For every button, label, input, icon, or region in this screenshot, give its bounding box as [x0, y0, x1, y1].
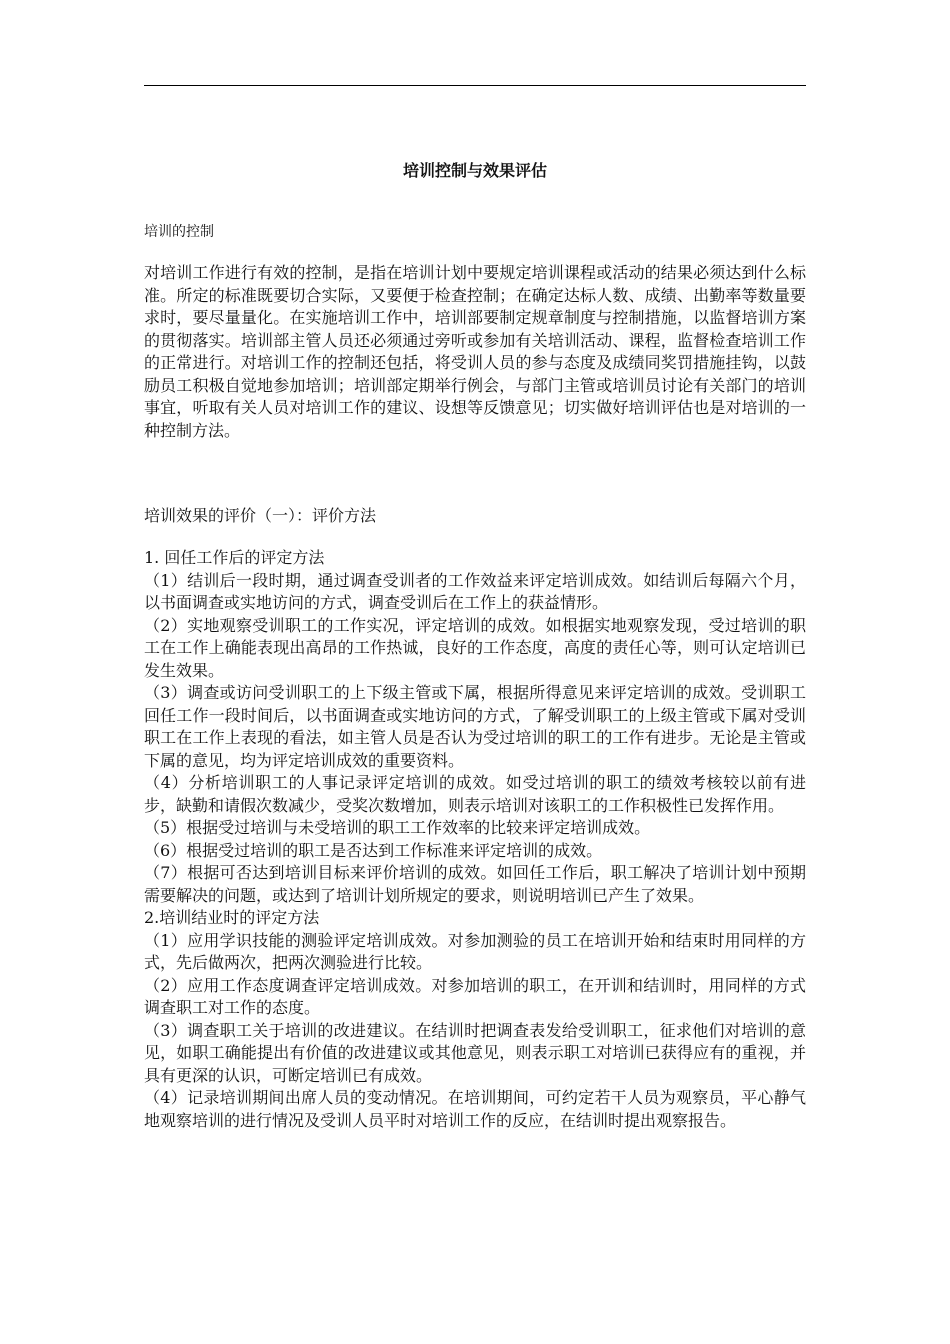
header-rule [144, 85, 806, 86]
method-item: （3）调查或访问受训职工的上下级主管或下属，根据所得意见来评定培训的成效。受训职工回任工作一段时间后，以书面调查或实地访问的方式，了解受训职工的上级主管或下属对受训职工在工作上表现的看法，如主管人员是否认为受过培训的职工的工作有进步。无论是主管或下属的意见，均为评定培训成效的重要资料。 [144, 683, 806, 770]
method-heading-1: 1. 回任工作后的评定方法 [144, 548, 325, 567]
method-item: （7）根据可否达到培训目标来评价培训的成效。如回任工作后，职工解决了培训计划中预期需要解决的问题，或达到了培训计划所规定的要求，则说明培训已产生了效果。 [144, 863, 806, 905]
method-heading-2: 2.培训结业时的评定方法 [144, 908, 320, 927]
method-item: （2）应用工作态度调查评定培训成效。对参加培训的职工，在开训和结训时，用同样的方式调查职工对工作的态度。 [144, 975, 806, 1017]
intro-text: 对培训工作进行有效的控制，是指在培训计划中要规定培训课程或活动的结果必须达到什么标准。所定的标准既要切合实际，又要便于检查控制；在确定达标人数、成绩、出勤率等数量要求时，要尽量量化。在实施培训工作中，培训部要制定规章制度与控制措施，以监督培训方案的贯彻落实。培训部主管人员还必须通过旁听或参加有关培训活动、课程，监督检查培训工作的正常进行。对培训工作的控制还包括，将受训人员的参与态度及成绩同奖罚措施挂钩，以鼓励员工积极自觉地参加培训；培训部定期举行例会，与部门主管或培训员讨论有关部门的培训事宜，听取有关人员对培训工作的建议、设想等反馈意见；切实做好培训评估也是对培训的一种控制方法。 [144, 263, 806, 440]
intro-paragraph [144, 262, 806, 442]
methods-list [144, 547, 806, 1132]
method-item: （1）应用学识技能的测验评定培训成效。对参加测验的员工在培训开始和结束时用同样的方式，先后做两次，把两次测验进行比较。 [144, 930, 806, 972]
document-title: 培训控制与效果评估 [402, 161, 547, 180]
method-item: （1）结训后一段时期，通过调查受训者的工作效益来评定培训成效。如结训后每隔六个月，以书面调查或实地访问的方式，调查受训后在工作上的获益情形。 [144, 570, 806, 612]
method-item: （4）记录培训期间出席人员的变动情况。在培训期间，可约定若干人员为观察员，平心静气地观察培训的进行情况及受训人员平时对培训工作的反应，在结训时提出观察报告。 [144, 1088, 806, 1130]
method-item: （3）调查职工关于培训的改进建议。在结训时把调查表发给受训职工，征求他们对培训的意见，如职工确能提出有价值的改进建议或其他意见，则表示职工对培训已获得应有的重视，并具有更深的认识，可断定培训已有成效。 [144, 1020, 806, 1085]
method-item: （2）实地观察受训职工的工作实况，评定培训的成效。如根据实地观察发现，受过培训的职工在工作上确能表现出高昂的工作热诚，良好的工作态度，高度的责任心等，则可认定培训已发生效果。 [144, 615, 806, 680]
section-heading: 培训效果的评价（一）：评价方法 [144, 506, 377, 525]
method-item: （4）分析培训职工的人事记录评定培训的成效。如受过培训的职工的绩效考核较以前有进步，缺勤和请假次数减少，受奖次数增加，则表示培训对该职工的工作积极性已发挥作用。 [144, 773, 806, 815]
method-item: （5）根据受过培训与未受培训的职工工作效率的比较来评定培训成效。 [144, 818, 651, 837]
method-item: （6）根据受过培训的职工是否达到工作标准来评定培训的成效。 [144, 840, 603, 860]
document-subtitle: 培训的控制 [144, 224, 214, 240]
